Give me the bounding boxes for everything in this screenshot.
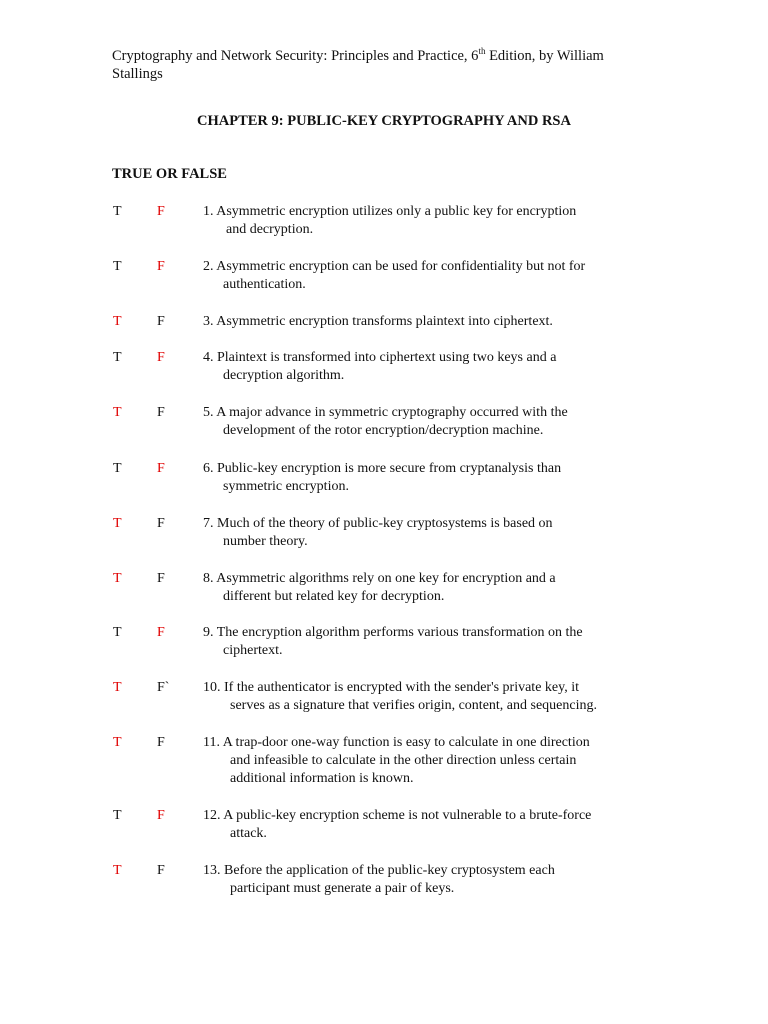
question-number: 10. [203, 680, 221, 695]
question-number: 8. [203, 571, 214, 586]
option-false: F [157, 259, 165, 274]
question-line: Before the application of the public-key cryptosystem each [224, 863, 555, 878]
question-line: attack. [230, 826, 267, 841]
book-title-line1-rest: Edition, by William [485, 48, 604, 64]
chapter-title: CHAPTER 9: PUBLIC-KEY CRYPTOGRAPHY AND RSA [197, 113, 571, 129]
option-true: T [113, 204, 122, 219]
question-text [203, 807, 663, 843]
question-text [203, 203, 663, 239]
option-false: F [157, 571, 165, 586]
option-false: F [157, 314, 165, 329]
question-line: ciphertext. [223, 643, 283, 658]
question-line: additional information is known. [230, 771, 414, 786]
option-true: T [113, 571, 122, 586]
option-true: T [113, 863, 122, 878]
question-line: Public-key encryption is more secure from cryptanalysis than [217, 461, 562, 476]
edition-superscript: th [478, 46, 486, 57]
option-false: F` [157, 680, 170, 695]
question-number: 3. [203, 314, 214, 329]
question-line: serves as a signature that verifies origin, content, and sequencing. [230, 698, 597, 713]
option-true: T [113, 680, 122, 695]
question-line: Asymmetric algorithms rely on one key for encryption and a [216, 571, 556, 586]
option-false: F [157, 735, 165, 750]
question-line: A major advance in symmetric cryptography occurred with the [216, 405, 568, 420]
question-line: Asymmetric encryption utilizes only a public key for encryption [216, 204, 577, 219]
question-line: development of the rotor encryption/decryption machine. [223, 423, 544, 438]
option-true: T [113, 516, 122, 531]
question-line: and decryption. [226, 222, 314, 237]
option-true: T [113, 461, 122, 476]
question-line: Asymmetric encryption transforms plaintext into ciphertext. [216, 314, 553, 329]
question-text [203, 624, 663, 660]
option-false: F [157, 863, 165, 878]
question-text [203, 734, 663, 788]
question-line: decryption algorithm. [223, 368, 345, 383]
question-text [203, 258, 663, 294]
question-line: number theory. [223, 534, 308, 549]
question-text [203, 313, 663, 331]
question-line: Much of the theory of public-key cryptosystems is based on [217, 516, 553, 531]
question-number: 9. [203, 625, 214, 640]
question-number: 7. [203, 516, 214, 531]
option-true: T [113, 625, 122, 640]
question-text [203, 679, 663, 715]
question-line: and infeasible to calculate in the other direction unless certain [230, 753, 577, 768]
question-number: 4. [203, 350, 214, 365]
question-number: 1. [203, 204, 214, 219]
question-line: participant must generate a pair of keys. [230, 881, 455, 896]
option-true: T [113, 405, 122, 420]
question-number: 12. [203, 808, 221, 823]
option-true: T [113, 808, 122, 823]
question-text [203, 404, 663, 440]
question-line: symmetric encryption. [223, 479, 349, 494]
option-false: F [157, 350, 165, 365]
question-line: Asymmetric encryption can be used for confidentiality but not for [216, 259, 586, 274]
option-true: T [113, 350, 122, 365]
option-false: F [157, 461, 165, 476]
question-line: A public-key encryption scheme is not vulnerable to a brute-force [223, 808, 592, 823]
question-text [203, 349, 663, 385]
book-title-line2: Stallings [112, 66, 163, 82]
question-line: Plaintext is transformed into ciphertext using two keys and a [217, 350, 557, 365]
question-number: 13. [203, 863, 221, 878]
option-true: T [113, 735, 122, 750]
question-line: The encryption algorithm performs various transformation on the [216, 625, 583, 640]
option-true: T [113, 314, 122, 329]
question-number: 2. [203, 259, 214, 274]
option-false: F [157, 405, 165, 420]
book-title [112, 47, 652, 83]
question-number: 11. [203, 735, 220, 750]
question-line: authentication. [223, 277, 306, 292]
question-line: A trap-door one-way function is easy to calculate in one direction [222, 735, 590, 750]
question-text [203, 862, 663, 898]
book-title-line1: Cryptography and Network Security: Principles and Practice, 6 [112, 48, 479, 64]
option-false: F [157, 204, 165, 219]
question-number: 5. [203, 405, 214, 420]
section-title: TRUE OR FALSE [112, 166, 227, 182]
option-false: F [157, 625, 165, 640]
option-false: F [157, 808, 165, 823]
question-text [203, 570, 663, 606]
question-line: If the authenticator is encrypted with the sender's private key, it [224, 680, 579, 695]
question-line: different but related key for decryption. [223, 589, 445, 604]
question-text [203, 515, 663, 551]
option-true: T [113, 259, 122, 274]
question-number: 6. [203, 461, 214, 476]
question-text [203, 460, 663, 496]
option-false: F [157, 516, 165, 531]
